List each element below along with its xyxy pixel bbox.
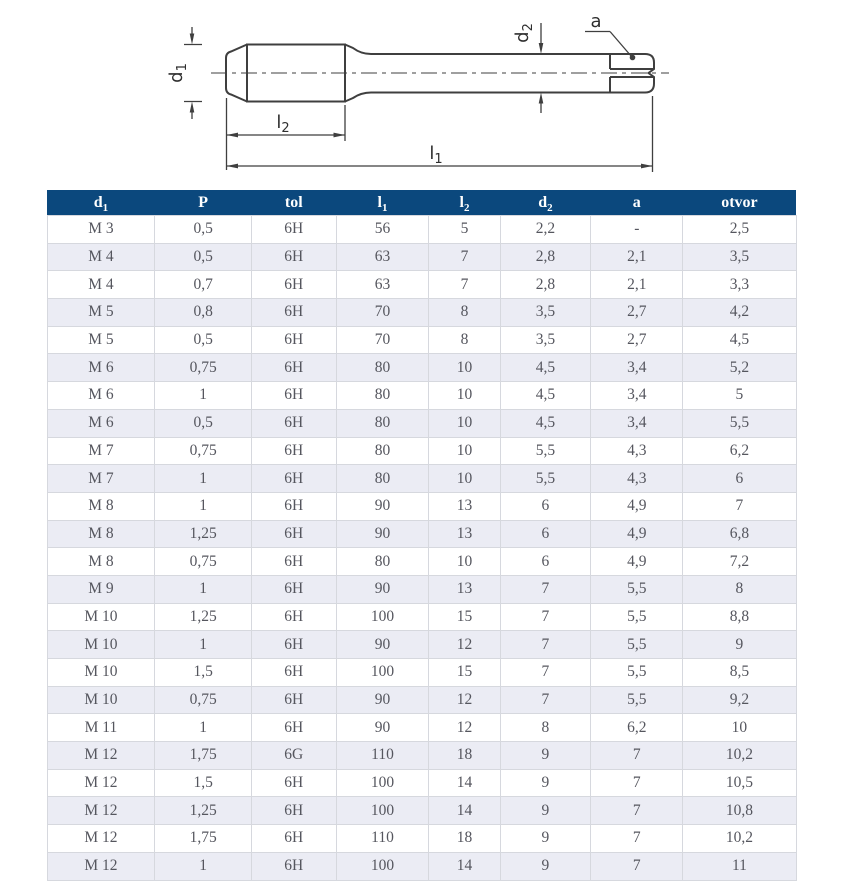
table-cell: 0,5 [155,243,252,271]
table-cell: - [591,216,683,244]
label-a: a [590,11,602,32]
table-cell: 10 [429,465,500,493]
table-cell: 10,8 [683,797,796,825]
table-cell: 4,2 [683,299,796,327]
technical-drawing [0,0,843,190]
table-cell: M 7 [47,465,155,493]
table-cell: 1 [155,382,252,410]
table-cell: 1 [155,714,252,742]
table-cell: 9 [500,742,591,770]
table-cell: 7 [591,742,683,770]
table-row [47,271,796,299]
table-cell: 2,1 [591,271,683,299]
table-cell: 2,1 [591,243,683,271]
table-cell: 6H [251,382,336,410]
table-cell: 6 [500,492,591,520]
table-cell: M 10 [47,659,155,687]
table-cell: 9 [500,769,591,797]
table-cell: 0,75 [155,548,252,576]
table-row [47,299,796,327]
label-d2: $d_2$ [512,23,536,43]
table-cell: 80 [336,409,429,437]
table-cell: 6H [251,548,336,576]
table-cell: M 10 [47,686,155,714]
table-cell: 6H [251,575,336,603]
column-header-d2: $d_2$ [500,190,591,216]
table-cell: 7 [500,631,591,659]
table-cell: 9 [683,631,796,659]
table-cell: 14 [429,797,500,825]
column-header-p: P [155,190,252,216]
table-row [47,216,796,244]
table-cell: 6H [251,271,336,299]
table-cell: 6 [500,548,591,576]
table-row [47,548,796,576]
table-cell: 8,8 [683,603,796,631]
table-cell: 6H [251,326,336,354]
table-cell: 6H [251,299,336,327]
table-cell: 5,5 [591,603,683,631]
label-l1: $l_1$ [429,143,443,167]
table-cell: 6H [251,825,336,853]
table-cell: M 12 [47,825,155,853]
table-cell: 6H [251,492,336,520]
label-d1: $d_1$ [166,63,190,83]
table-cell: 9 [500,825,591,853]
table-cell: M 12 [47,852,155,880]
table-cell: M 6 [47,409,155,437]
tap-drawing-svg [0,0,843,190]
table-cell: 15 [429,659,500,687]
table-cell: 4,9 [591,548,683,576]
table-cell: 8 [429,299,500,327]
dimension-d2 [512,23,543,113]
table-cell: 6H [251,631,336,659]
table-cell: 6H [251,437,336,465]
dimension-l1 [227,96,653,172]
spec-table-container [47,190,797,881]
table-cell: 1,25 [155,603,252,631]
table-cell: 100 [336,603,429,631]
table-cell: 4,5 [500,382,591,410]
table-cell: 4,9 [591,492,683,520]
table-cell: M 3 [47,216,155,244]
table-cell: 3,5 [683,243,796,271]
table-row [47,686,796,714]
table-cell: 6H [251,769,336,797]
table-cell: 13 [429,575,500,603]
table-row [47,659,796,687]
table-cell: M 5 [47,326,155,354]
table-cell: 56 [336,216,429,244]
table-cell: 1,25 [155,797,252,825]
table-cell: 7 [591,769,683,797]
table-cell: 90 [336,492,429,520]
table-cell: 6H [251,243,336,271]
table-cell: 4,3 [591,437,683,465]
table-cell: 8 [683,575,796,603]
table-cell: 6,8 [683,520,796,548]
table-cell: 6 [500,520,591,548]
table-cell: 90 [336,686,429,714]
table-cell: 7 [429,271,500,299]
table-cell: 18 [429,825,500,853]
table-row [47,492,796,520]
table-body [47,216,796,881]
table-cell: 3,5 [500,326,591,354]
table-cell: M 4 [47,243,155,271]
table-cell: M 12 [47,797,155,825]
table-cell: 5,5 [683,409,796,437]
table-cell: 6H [251,603,336,631]
table-cell: 12 [429,686,500,714]
table-cell: 6H [251,714,336,742]
table-cell: 4,9 [591,520,683,548]
table-cell: 0,75 [155,354,252,382]
table-row [47,437,796,465]
table-cell: 5,5 [500,437,591,465]
table-cell: 5,2 [683,354,796,382]
table-cell: 10,5 [683,769,796,797]
table-cell: 6H [251,465,336,493]
table-cell: M 6 [47,354,155,382]
table-cell: 6H [251,797,336,825]
table-cell: 6H [251,852,336,880]
column-header-tol: tol [251,190,336,216]
column-header-l1: $l_1$ [336,190,429,216]
table-cell: 80 [336,437,429,465]
table-cell: 13 [429,492,500,520]
table-cell: 5,5 [591,575,683,603]
table-cell: 0,8 [155,299,252,327]
table-row [47,575,796,603]
table-cell: 10,2 [683,825,796,853]
table-cell: 8 [429,326,500,354]
tap-outline [226,45,654,102]
table-row [47,742,796,770]
table-cell: 6H [251,659,336,687]
table-cell: 7 [683,492,796,520]
table-cell: 4,5 [500,354,591,382]
table-cell: 3,4 [591,409,683,437]
table-cell: 0,75 [155,686,252,714]
table-cell: 6G [251,742,336,770]
table-cell: 7 [500,603,591,631]
table-cell: 6H [251,686,336,714]
table-cell: 5 [683,382,796,410]
table-cell: 10,2 [683,742,796,770]
table-cell: M 4 [47,271,155,299]
table-cell: 1 [155,465,252,493]
table-cell: M 5 [47,299,155,327]
table-cell: M 8 [47,492,155,520]
table-cell: M 8 [47,548,155,576]
table-cell: 10 [429,354,500,382]
table-cell: 100 [336,797,429,825]
table-cell: 6H [251,409,336,437]
table-cell: 13 [429,520,500,548]
table-cell: 5,5 [591,631,683,659]
table-cell: 10 [683,714,796,742]
table-cell: 7 [591,825,683,853]
table-cell: 7 [500,659,591,687]
table-cell: 5,5 [500,465,591,493]
table-cell: 12 [429,631,500,659]
table-cell: 10 [429,409,500,437]
table-cell: 1,75 [155,742,252,770]
table-cell: M 12 [47,742,155,770]
column-header-d1: $d_1$ [47,190,155,216]
table-cell: 2,7 [591,299,683,327]
table-cell: 2,8 [500,243,591,271]
table-cell: 15 [429,603,500,631]
table-cell: 11 [683,852,796,880]
table-cell: 4,5 [683,326,796,354]
table-cell: 0,75 [155,437,252,465]
table-cell: 2,8 [500,271,591,299]
callout-a [585,11,635,60]
table-cell: 1,25 [155,520,252,548]
table-cell: 1 [155,492,252,520]
column-header-l2: $l_2$ [429,190,500,216]
table-cell: 70 [336,299,429,327]
table-cell: 6 [683,465,796,493]
table-cell: 1,75 [155,825,252,853]
table-cell: 14 [429,769,500,797]
table-cell: M 7 [47,437,155,465]
table-row [47,354,796,382]
table-cell: M 10 [47,603,155,631]
table-cell: 80 [336,548,429,576]
table-row [47,797,796,825]
table-cell: 6H [251,520,336,548]
table-row [47,243,796,271]
table-cell: 2,5 [683,216,796,244]
table-cell: 4,3 [591,465,683,493]
table-cell: 10 [429,382,500,410]
table-row [47,769,796,797]
table-cell: M 10 [47,631,155,659]
table-cell: 7 [500,575,591,603]
table-cell: 6H [251,216,336,244]
table-cell: 0,5 [155,216,252,244]
table-row [47,825,796,853]
table-cell: 12 [429,714,500,742]
label-l2: $l_2$ [276,112,290,136]
table-cell: 10 [429,437,500,465]
table-cell: 100 [336,852,429,880]
table-cell: 1,5 [155,659,252,687]
table-cell: 9 [500,797,591,825]
table-cell: 0,7 [155,271,252,299]
table-cell: 90 [336,631,429,659]
table-cell: 6,2 [591,714,683,742]
table-cell: 110 [336,742,429,770]
table-cell: 110 [336,825,429,853]
table-cell: 90 [336,520,429,548]
spec-table [47,190,797,881]
table-cell: 1 [155,631,252,659]
table-cell: 10 [429,548,500,576]
table-cell: 9 [500,852,591,880]
table-cell: 70 [336,326,429,354]
dimension-l2 [227,98,346,170]
table-row [47,382,796,410]
table-cell: 8,5 [683,659,796,687]
table-cell: M 11 [47,714,155,742]
table-cell: 5,5 [591,659,683,687]
table-row [47,520,796,548]
table-cell: 3,4 [591,354,683,382]
table-cell: 5 [429,216,500,244]
dimension-d1 [166,27,202,119]
table-cell: 4,5 [500,409,591,437]
table-cell: 0,5 [155,326,252,354]
table-cell: 90 [336,714,429,742]
table-cell: 100 [336,769,429,797]
table-cell: 6,2 [683,437,796,465]
table-cell: 1 [155,852,252,880]
table-cell: 7,2 [683,548,796,576]
table-cell: 0,5 [155,409,252,437]
table-cell: 80 [336,382,429,410]
table-cell: 80 [336,465,429,493]
table-cell: M 6 [47,382,155,410]
table-row [47,603,796,631]
table-cell: 1 [155,575,252,603]
table-cell: 2,7 [591,326,683,354]
column-header-otvor: otvor [683,190,796,216]
table-cell: M 9 [47,575,155,603]
table-row [47,409,796,437]
table-cell: M 8 [47,520,155,548]
table-cell: 7 [429,243,500,271]
table-cell: 100 [336,659,429,687]
table-row [47,465,796,493]
table-header-row [47,190,796,216]
table-cell: 8 [500,714,591,742]
table-cell: 7 [500,686,591,714]
table-cell: 3,4 [591,382,683,410]
table-cell: 63 [336,243,429,271]
table-cell: 2,2 [500,216,591,244]
table-cell: 3,3 [683,271,796,299]
table-cell: 80 [336,354,429,382]
table-cell: 18 [429,742,500,770]
table-cell: 6H [251,354,336,382]
table-cell: 9,2 [683,686,796,714]
table-cell: 7 [591,852,683,880]
table-cell: 7 [591,797,683,825]
table-row [47,326,796,354]
table-row [47,852,796,880]
table-cell: M 12 [47,769,155,797]
table-cell: 3,5 [500,299,591,327]
table-cell: 5,5 [591,686,683,714]
table-cell: 14 [429,852,500,880]
table-row [47,714,796,742]
table-cell: 90 [336,575,429,603]
table-row [47,631,796,659]
table-cell: 63 [336,271,429,299]
column-header-a: a [591,190,683,216]
table-cell: 1,5 [155,769,252,797]
